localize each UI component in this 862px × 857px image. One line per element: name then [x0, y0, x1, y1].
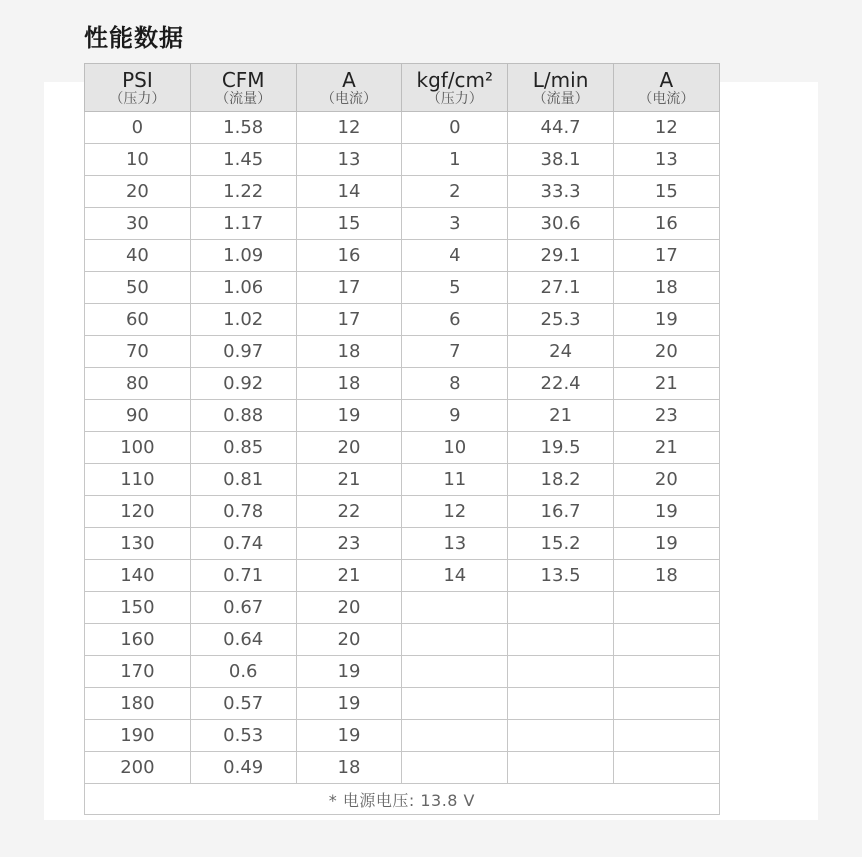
table-cell: 2	[402, 176, 508, 208]
table-cell: 1.06	[190, 272, 296, 304]
table-cell: 7	[402, 336, 508, 368]
table-cell: 21	[613, 432, 719, 464]
table-row	[85, 208, 720, 240]
table-cell: 18	[613, 560, 719, 592]
table-cell: 30.6	[508, 208, 614, 240]
table-cell: 4	[402, 240, 508, 272]
table-cell	[613, 752, 719, 784]
table-cell: 0.67	[190, 592, 296, 624]
table-cell: 12	[402, 496, 508, 528]
table-cell: 17	[613, 240, 719, 272]
table-row	[85, 400, 720, 432]
table-cell: 0	[402, 112, 508, 144]
table-cell: 12	[296, 112, 402, 144]
table-cell	[613, 720, 719, 752]
table-cell: 120	[85, 496, 191, 528]
table-row	[85, 368, 720, 400]
table-cell: 0.64	[190, 624, 296, 656]
table-cell: 13	[402, 528, 508, 560]
table-cell: 20	[613, 464, 719, 496]
table-cell: 200	[85, 752, 191, 784]
table-row	[85, 112, 720, 144]
table-cell	[402, 752, 508, 784]
table-row	[85, 592, 720, 624]
table-cell: 27.1	[508, 272, 614, 304]
table-cell: 21	[296, 464, 402, 496]
table-cell	[402, 624, 508, 656]
table-cell: 44.7	[508, 112, 614, 144]
table-cell: 19.5	[508, 432, 614, 464]
table-cell: 17	[296, 304, 402, 336]
table-cell: 11	[402, 464, 508, 496]
table-cell: 10	[85, 144, 191, 176]
table-row	[85, 432, 720, 464]
table-cell: 160	[85, 624, 191, 656]
table-cell: 9	[402, 400, 508, 432]
table-cell: 18	[613, 272, 719, 304]
table-cell: 20	[296, 592, 402, 624]
table-cell: 15.2	[508, 528, 614, 560]
table-cell	[508, 624, 614, 656]
table-cell: 19	[613, 304, 719, 336]
table-cell: 130	[85, 528, 191, 560]
table-cell: 15	[296, 208, 402, 240]
footnote-row	[85, 784, 720, 815]
table-cell: 90	[85, 400, 191, 432]
table-cell: 16.7	[508, 496, 614, 528]
table-cell: 22.4	[508, 368, 614, 400]
header-kgf: kgf/cm² （压力）	[402, 64, 508, 112]
table-cell: 0.71	[190, 560, 296, 592]
table-cell: 19	[296, 400, 402, 432]
table-row	[85, 560, 720, 592]
table-cell: 170	[85, 656, 191, 688]
table-cell: 80	[85, 368, 191, 400]
table-cell: 17	[296, 272, 402, 304]
table-cell: 24	[508, 336, 614, 368]
table-cell	[402, 656, 508, 688]
table-cell: 0.97	[190, 336, 296, 368]
table-cell: 19	[613, 528, 719, 560]
table-row	[85, 240, 720, 272]
table-cell: 5	[402, 272, 508, 304]
header-cfm: CFM （流量）	[190, 64, 296, 112]
table-cell: 140	[85, 560, 191, 592]
table-cell: 190	[85, 720, 191, 752]
table-row	[85, 144, 720, 176]
table-cell	[508, 592, 614, 624]
table-cell: 19	[296, 656, 402, 688]
table-cell: 3	[402, 208, 508, 240]
table-cell: 1.58	[190, 112, 296, 144]
footnote: * 电源电压: 13.8 V	[85, 784, 720, 815]
table-row	[85, 496, 720, 528]
table-cell: 15	[613, 176, 719, 208]
table-cell: 0	[85, 112, 191, 144]
table-cell: 21	[613, 368, 719, 400]
table-cell: 0.6	[190, 656, 296, 688]
table-cell: 8	[402, 368, 508, 400]
table-cell: 18	[296, 368, 402, 400]
table-cell: 1.02	[190, 304, 296, 336]
table-row	[85, 624, 720, 656]
table-cell	[402, 688, 508, 720]
table-cell: 40	[85, 240, 191, 272]
table-cell: 0.81	[190, 464, 296, 496]
table-cell: 13	[296, 144, 402, 176]
table-cell: 0.85	[190, 432, 296, 464]
table-cell: 6	[402, 304, 508, 336]
header-lmin: L/min （流量）	[508, 64, 614, 112]
table-cell: 18.2	[508, 464, 614, 496]
table-cell: 22	[296, 496, 402, 528]
table-cell: 16	[296, 240, 402, 272]
table-cell: 18	[296, 336, 402, 368]
table-row	[85, 336, 720, 368]
table-cell: 33.3	[508, 176, 614, 208]
table-cell	[613, 592, 719, 624]
table-row	[85, 752, 720, 784]
table-cell: 19	[296, 720, 402, 752]
table-row	[85, 528, 720, 560]
table-cell: 20	[296, 432, 402, 464]
table-cell: 14	[402, 560, 508, 592]
table-row	[85, 304, 720, 336]
table-cell: 1.45	[190, 144, 296, 176]
table-cell: 23	[613, 400, 719, 432]
table-cell: 13.5	[508, 560, 614, 592]
table-cell: 19	[613, 496, 719, 528]
table-cell: 14	[296, 176, 402, 208]
table-row	[85, 720, 720, 752]
table-cell: 18	[296, 752, 402, 784]
table-cell	[402, 720, 508, 752]
table-cell: 20	[613, 336, 719, 368]
table-cell: 25.3	[508, 304, 614, 336]
table-cell	[402, 592, 508, 624]
table-cell: 0.88	[190, 400, 296, 432]
table-cell: 29.1	[508, 240, 614, 272]
table-cell: 110	[85, 464, 191, 496]
header-psi: PSI （压力）	[85, 64, 191, 112]
table-row	[85, 272, 720, 304]
table-row	[85, 176, 720, 208]
table-cell: 16	[613, 208, 719, 240]
table-cell: 70	[85, 336, 191, 368]
header-amps-metric: A （电流）	[613, 64, 719, 112]
table-cell	[613, 624, 719, 656]
table-cell: 0.92	[190, 368, 296, 400]
table-cell: 23	[296, 528, 402, 560]
header-amps: A （电流）	[296, 64, 402, 112]
table-row	[85, 464, 720, 496]
table-cell: 150	[85, 592, 191, 624]
table-cell: 50	[85, 272, 191, 304]
table-cell: 19	[296, 688, 402, 720]
table-cell: 60	[85, 304, 191, 336]
table-cell: 20	[296, 624, 402, 656]
table-cell	[613, 656, 719, 688]
table-header-row	[85, 64, 720, 112]
table-cell: 20	[85, 176, 191, 208]
table-cell: 0.49	[190, 752, 296, 784]
table-cell: 1.17	[190, 208, 296, 240]
table-cell: 30	[85, 208, 191, 240]
table-cell: 21	[296, 560, 402, 592]
table-cell	[508, 720, 614, 752]
page-title: 性能数据	[84, 24, 184, 52]
table-cell: 21	[508, 400, 614, 432]
table-cell: 0.53	[190, 720, 296, 752]
table-cell: 100	[85, 432, 191, 464]
table-cell: 0.78	[190, 496, 296, 528]
table-cell	[508, 688, 614, 720]
table-row	[85, 688, 720, 720]
table-cell: 13	[613, 144, 719, 176]
table-cell	[613, 688, 719, 720]
table-cell: 1	[402, 144, 508, 176]
table-cell	[508, 752, 614, 784]
table-cell: 180	[85, 688, 191, 720]
table-cell: 0.57	[190, 688, 296, 720]
table-cell: 1.22	[190, 176, 296, 208]
table-row	[85, 656, 720, 688]
table-cell: 12	[613, 112, 719, 144]
table-cell: 0.74	[190, 528, 296, 560]
table-cell	[508, 656, 614, 688]
performance-table	[84, 63, 720, 815]
table-cell: 10	[402, 432, 508, 464]
table-cell: 1.09	[190, 240, 296, 272]
table-cell: 38.1	[508, 144, 614, 176]
